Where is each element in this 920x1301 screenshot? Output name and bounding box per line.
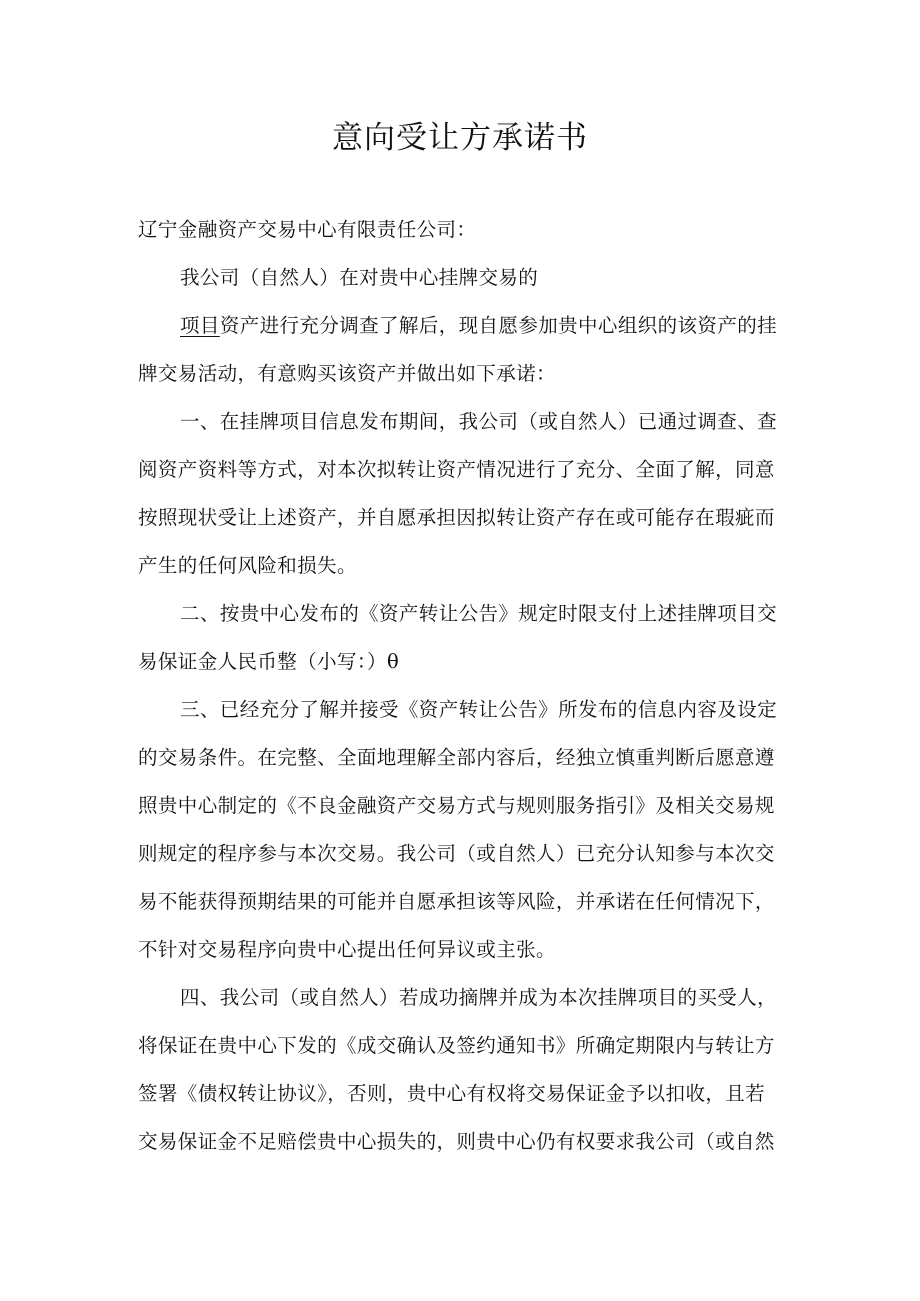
intro-line-3: 牌交易活动，有意购买该资产并做出如下承诺： — [138, 362, 556, 385]
project-underlined-text: 项目 — [180, 314, 220, 337]
clause-3-line-5: 易不能获得预期结果的可能并自愿承担该等风险，并承诺在任何情况下， — [138, 890, 775, 913]
clause-4-line-2: 将保证在贵中心下发的《成交确认及签约通知书》所确定期限内与转让方 — [138, 1034, 775, 1057]
clause-1-line-4: 产生的任何风险和损失。 — [138, 554, 357, 577]
clause-3-line-4: 则规定的程序参与本次交易。我公司（或自然人）已充分认知参与本次交 — [138, 842, 775, 865]
clause-2-line-2: 易保证金人民币整（小写：）θ — [138, 650, 400, 673]
clause-3-line-1: 三、已经充分了解并接受《资产转让公告》所发布的信息内容及设定 — [180, 698, 778, 721]
salutation: 辽宁金融资产交易中心有限责任公司： — [138, 218, 477, 241]
clause-3-line-3: 照贵中心制定的《不良金融资产交易方式与规则服务指引》及相关交易规 — [138, 794, 775, 817]
clause-4-line-1: 四、我公司（或自然人）若成功摘牌并成为本次挂牌项目的买受人， — [180, 986, 778, 1009]
intro-line-2-rest: 资产进行充分调查了解后，现自愿参加贵中心组织的该资产的挂 — [219, 314, 778, 337]
clause-1-line-1: 一、在挂牌项目信息发布期间，我公司（或自然人）已通过调查、查 — [180, 410, 778, 433]
clause-4-line-3: 签署《债权转让协议》，否则，贵中心有权将交易保证金予以扣收，且若 — [138, 1082, 766, 1105]
intro-line-1: 我公司（自然人）在对贵中心挂牌交易的 — [180, 266, 539, 289]
clause-4-line-4: 交易保证金不足赔偿贵中心损失的，则贵中心仍有权要求我公司（或自然 — [138, 1130, 775, 1153]
clause-2-line-1: 二、按贵中心发布的《资产转让公告》规定时限支付上述挂牌项目交 — [180, 602, 778, 625]
clause-3-line-6: 不针对交易程序向贵中心提出任何异议或主张。 — [138, 938, 556, 961]
document-title: 意向受让方承诺书 — [332, 120, 588, 156]
clause-1-line-3: 按照现状受让上述资产，并自愿承担因拟转让资产存在或可能存在瑕疵而 — [138, 506, 775, 529]
clause-3-line-2: 的交易条件。在完整、全面地理解全部内容后，经独立慎重判断后愿意遵 — [138, 746, 775, 769]
intro-line-2 — [180, 314, 777, 338]
clause-1-line-2: 阅资产资料等方式，对本次拟转让资产情况进行了充分、全面了解，同意 — [138, 458, 775, 481]
